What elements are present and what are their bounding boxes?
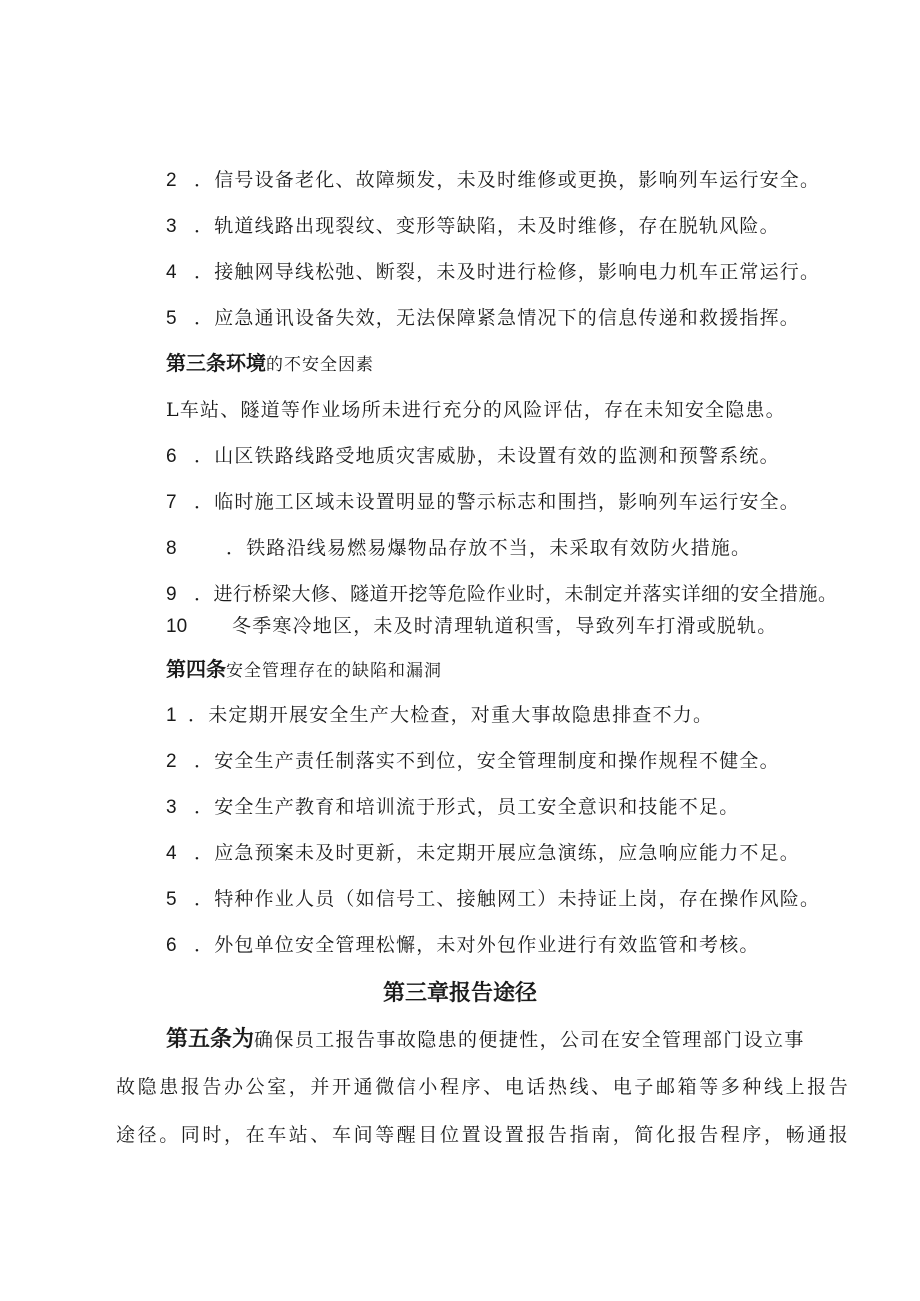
list-item [166, 168, 866, 193]
item-text: ．临时施工区域未设置明显的警示标志和围挡，影响列车运行安全。 [194, 491, 801, 513]
item-number: 6 [166, 935, 177, 956]
list-item [166, 444, 866, 469]
list-item [166, 214, 866, 239]
item-text: ．安全生产教育和培训流于形式，员工安全意识和技能不足。 [194, 796, 740, 818]
list-item [166, 614, 866, 639]
list-item [166, 260, 866, 285]
list-item [166, 306, 866, 331]
list-item [166, 536, 866, 561]
paragraph-line: 途径。同时，在车站、车间等醒目位置设置报告指南，简化报告程序，畅通报 [116, 1124, 851, 1146]
item-number: 7 [166, 492, 177, 513]
item-text: L车站、隧道等作业场所未进行充分的风险评估，存在未知安全隐患。 [166, 399, 786, 421]
item-number: 8 [166, 538, 177, 559]
article-4-heading [166, 656, 442, 684]
item-number: 4 [166, 262, 177, 283]
item-number: 10 [166, 616, 188, 637]
list-item [166, 841, 866, 866]
article-3-title: 的不安全因素 [266, 355, 374, 375]
item-number: 9 [166, 584, 177, 605]
list-item [166, 398, 866, 422]
list-item [166, 582, 866, 607]
item-number: 6 [166, 446, 177, 467]
list-item [166, 490, 866, 515]
item-text: 冬季寒冷地区，未及时清理轨道积雪，导致列车打滑或脱轨。 [232, 615, 778, 637]
item-text: ．应急通讯设备失效，无法保障紧急情况下的信息传递和救援指挥。 [194, 307, 801, 329]
item-text: ．未定期开展安全生产大检查，对重大事故隐患排查不力。 [188, 704, 714, 726]
item-number: 5 [166, 308, 177, 329]
paragraph-line: 故隐患报告办公室，并开通微信小程序、电话热线、电子邮箱等多种线上报告 [116, 1076, 851, 1098]
article-5-first-line [166, 1026, 805, 1055]
article-5-text: 确保员工报告事故隐患的便捷性，公司在安全管理部门设立事 [254, 1029, 805, 1051]
item-number: 4 [166, 843, 177, 864]
item-text: ．进行桥梁大修、隧道开挖等危险作业时，未制定并落实详细的安全措施。 [194, 583, 838, 605]
item-text: ．轨道线路出现裂纹、变形等缺陷，未及时维修，存在脱轨风险。 [194, 215, 780, 237]
list-item [166, 749, 866, 774]
chapter-title: 第三章报告途径 [382, 981, 537, 1006]
article-3-heading [166, 350, 374, 378]
item-number: 2 [166, 751, 177, 772]
item-text: ．铁路沿线易燃易爆物品存放不当，未采取有效防火措施。 [226, 537, 752, 559]
item-number: 3 [166, 216, 177, 237]
item-number: 5 [166, 889, 177, 910]
article-4-title: 安全管理存在的缺陷和漏洞 [226, 661, 442, 681]
list-item [166, 795, 866, 820]
list-item [166, 933, 866, 958]
item-number: 3 [166, 797, 177, 818]
list-item [166, 703, 866, 728]
item-text: ．信号设备老化、故障频发，未及时维修或更换，影响列车运行安全。 [194, 169, 821, 191]
item-number: 1 [166, 705, 177, 726]
item-text: ．应急预案未及时更新，未定期开展应急演练，应急响应能力不足。 [194, 842, 801, 864]
article-5-label: 第五条为 [166, 1027, 255, 1052]
item-text: ．安全生产责任制落实不到位，安全管理制度和操作规程不健全。 [194, 750, 780, 772]
item-text: ．外包单位安全管理松懈，未对外包作业进行有效监管和考核。 [194, 934, 760, 956]
article-3-label: 第三条环境 [166, 351, 266, 375]
item-text: ．特种作业人员（如信号工、接触网工）未持证上岗，存在操作风险。 [194, 888, 821, 910]
list-item [166, 887, 866, 912]
item-text: ．接触网导线松弛、断裂，未及时进行检修，影响电力机车正常运行。 [194, 261, 821, 283]
article-4-label: 第四条 [166, 657, 226, 681]
item-number: 2 [166, 170, 177, 191]
item-text: ．山区铁路线路受地质灾害威胁，未设置有效的监测和预警系统。 [194, 445, 780, 467]
